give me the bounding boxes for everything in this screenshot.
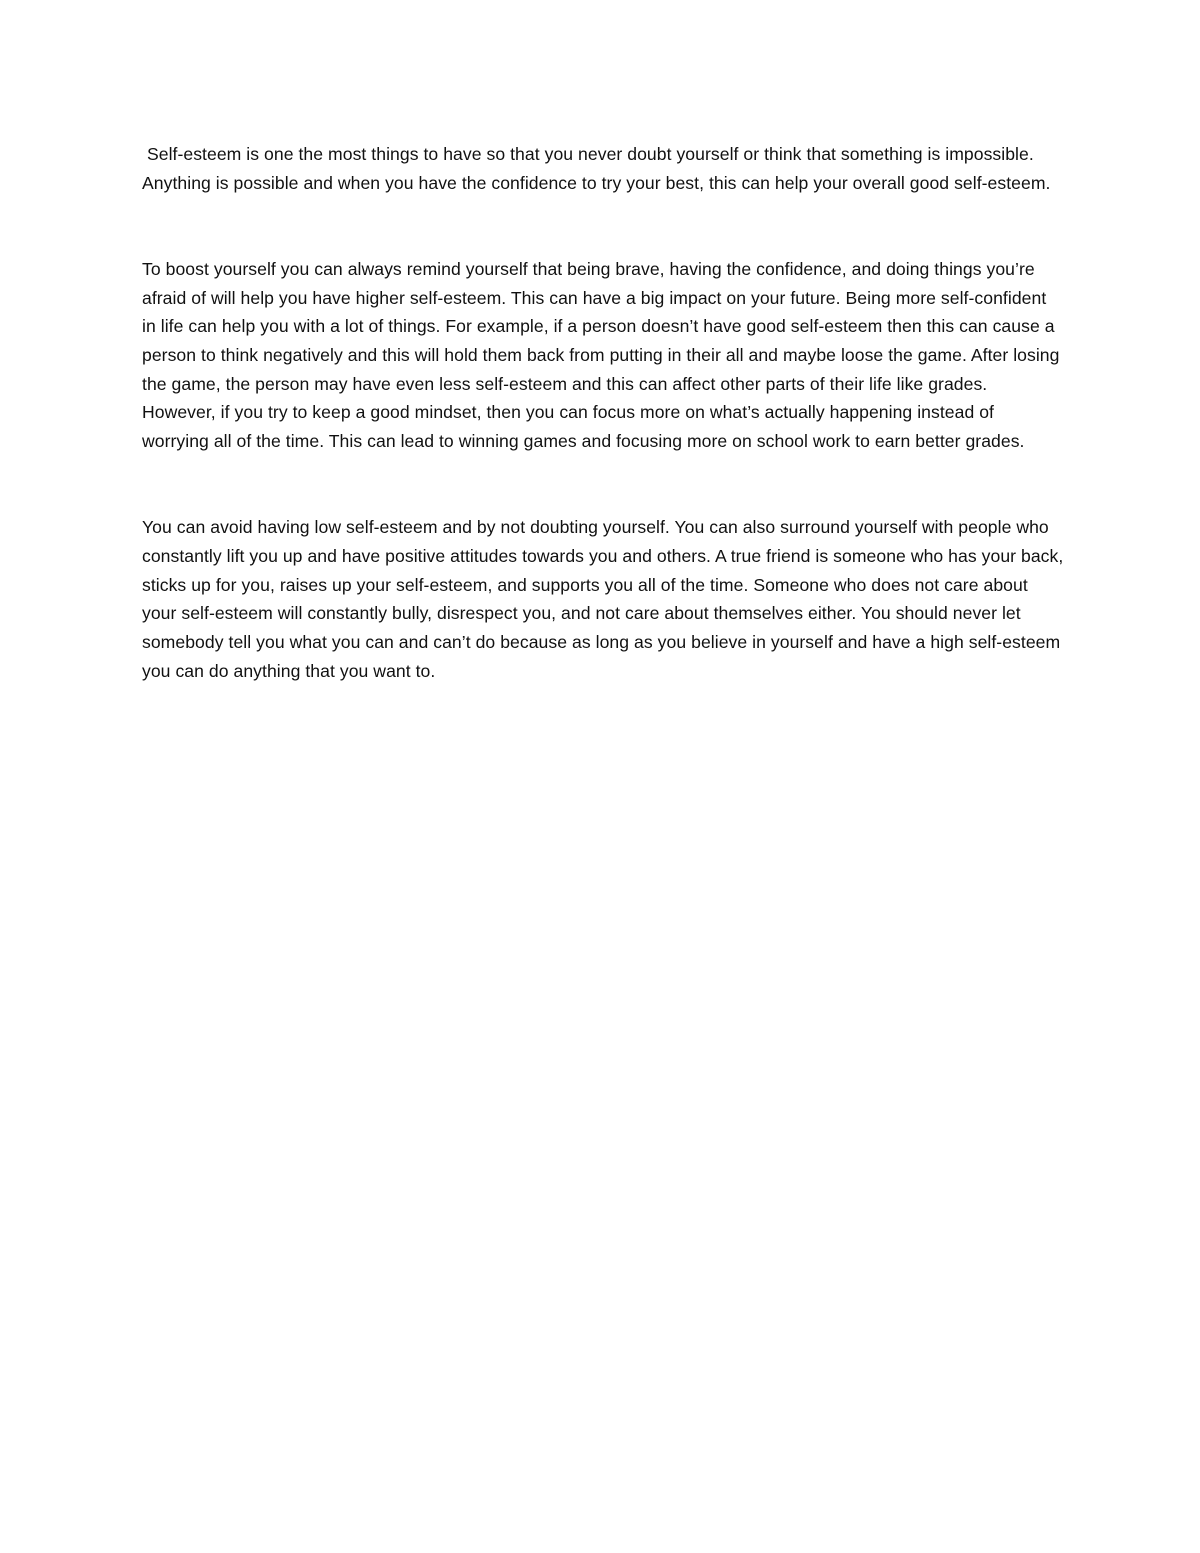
paragraph-1: Self-esteem is one the most things to have so that you never doubt yourself or think that something is impossible. Anything is possible and when you have the confidence to try your best, this can help your overall good self-esteem. bbox=[142, 144, 1051, 193]
paragraph-3: You can avoid having low self-esteem and by not doubting yourself. You can also surround yourself with people who constantly lift you up and have positive attitudes towards you and others. A true friend is someone who has your back, sticks up for you, raises up your self-esteem, and supports you all of the time. Someone who does not care about your self-esteem will constantly bully, disrespect you, and not care about themselves either. You should never let somebody tell you what you can and can’t do because as long as you believe in yourself and have a high self-esteem you can do anything that you want to. bbox=[142, 517, 1069, 681]
paragraph-2: To boost yourself you can always remind yourself that being brave, having the confidence, and doing things you’re afraid of will help you have higher self-esteem. This can have a big impact on your future. Being more self-confident in life can help you with a lot of things. For example, if a person doesn’t have good self-esteem then this can cause a person to think negatively and this will hold them back from putting in their all and maybe loose the game. After losing the game, the person may have even less self-esteem and this can affect other parts of their life like grades. However, if you try to keep a good mindset, then you can focus more on what’s actually happening instead of worrying all of the time. This can lead to winning games and focusing more on school work to earn better grades. bbox=[142, 258, 1065, 452]
document-body bbox=[142, 140, 1069, 685]
